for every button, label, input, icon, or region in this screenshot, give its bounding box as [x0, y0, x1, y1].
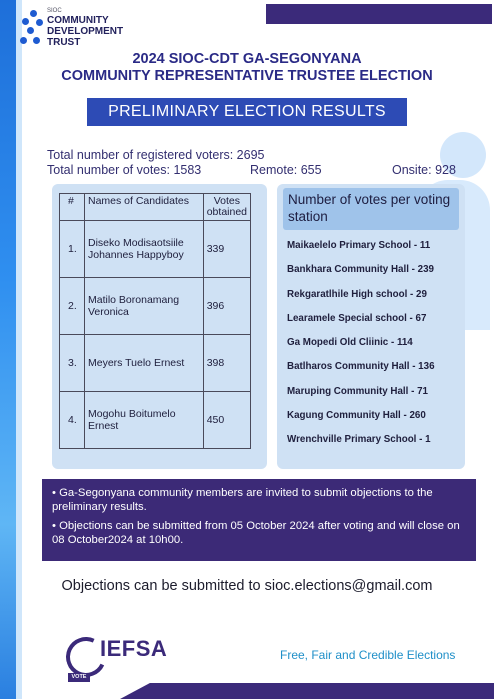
- table-row: [60, 392, 251, 449]
- candidate-votes: 398: [203, 335, 250, 392]
- top-decor-bar: [266, 4, 492, 24]
- list-item: Batlharos Community Hall - 136: [287, 361, 435, 373]
- logo-line2: DEVELOPMENT: [47, 26, 124, 37]
- list-item: Wrenchville Primary School - 1: [287, 434, 431, 446]
- notice-line1: • Ga-Segonyana community members are invited to submit objections to the preliminary results.: [52, 487, 433, 513]
- list-item: Kagung Community Hall - 260: [287, 410, 426, 422]
- candidates-table: [59, 193, 251, 449]
- list-item: Maikaelelo Primary School - 11: [287, 240, 431, 251]
- bottom-decor-bar: [120, 683, 494, 699]
- vote-badge: VOTE: [68, 673, 90, 682]
- stations-list: [287, 239, 462, 458]
- col-votes: Votes obtained: [203, 194, 250, 221]
- col-number: #: [60, 194, 85, 221]
- col-names: Names of Candidates: [85, 194, 204, 221]
- logo-line1: COMMUNITY: [47, 15, 109, 26]
- objections-email-line: Objections can be submitted to sioc.elections@gmail.com: [61, 578, 433, 594]
- list-item: Ga Mopedi Old Cliinic - 114: [287, 337, 413, 349]
- table-row: [60, 335, 251, 392]
- onsite-votes: Onsite: 928: [392, 163, 456, 177]
- logo-dots-icon: [20, 10, 48, 50]
- logo-line3: TRUST: [47, 37, 81, 48]
- logo-text: [47, 8, 123, 48]
- table-row: [60, 221, 251, 278]
- table-row: [60, 278, 251, 335]
- row-number: 4.: [60, 392, 85, 449]
- candidate-votes: 396: [203, 278, 250, 335]
- registered-voters: Total number of registered voters: 2695: [47, 148, 265, 162]
- row-number: 1.: [60, 221, 85, 278]
- sioc-logo: [20, 6, 130, 56]
- list-item: Learamele Special school - 67: [287, 312, 427, 324]
- candidate-votes: 450: [203, 392, 250, 449]
- list-item: Rekgaratlhile High school - 29: [287, 288, 427, 300]
- candidate-name: Mogohu Boitumelo Ernest: [85, 392, 204, 449]
- row-number: 3.: [60, 335, 85, 392]
- candidate-name: Diseko Modisaotsiile Johannes Happyboy: [85, 221, 204, 278]
- candidate-name: Matilo Boronamang Veronica: [85, 278, 204, 335]
- iefsa-brand: IEFSA: [100, 636, 168, 661]
- remote-votes: Remote: 655: [250, 163, 322, 177]
- iefsa-logo: [60, 633, 210, 688]
- slogan: Free, Fair and Credible Elections: [280, 648, 456, 662]
- left-decor-stripe-light: [16, 0, 22, 699]
- page-title-line1: 2024 SIOC-CDT GA-SEGONYANA: [132, 51, 362, 67]
- table-header-row: [60, 194, 251, 221]
- logo-small-text: SIOC: [47, 8, 62, 14]
- list-item: Maruping Community Hall - 71: [287, 385, 428, 397]
- row-number: 2.: [60, 278, 85, 335]
- page-title-line2: COMMUNITY REPRESENTATIVE TRUSTEE ELECTION: [61, 68, 433, 84]
- objections-notice: [42, 479, 476, 561]
- stations-heading: Number of votes per voting station: [283, 188, 459, 230]
- candidate-name: Meyers Tuelo Ernest: [85, 335, 204, 392]
- total-votes: Total number of votes: 1583: [47, 163, 202, 177]
- vote-stats: [47, 148, 264, 178]
- list-item: Bankhara Community Hall - 239: [287, 264, 434, 276]
- results-banner: PRELIMINARY ELECTION RESULTS: [87, 98, 407, 126]
- notice-line2: • Objections can be submitted from 05 October 2024 after voting and will close on 08 October2024 at 10h00.: [52, 520, 460, 546]
- left-decor-stripe: [0, 0, 16, 699]
- candidate-votes: 339: [203, 221, 250, 278]
